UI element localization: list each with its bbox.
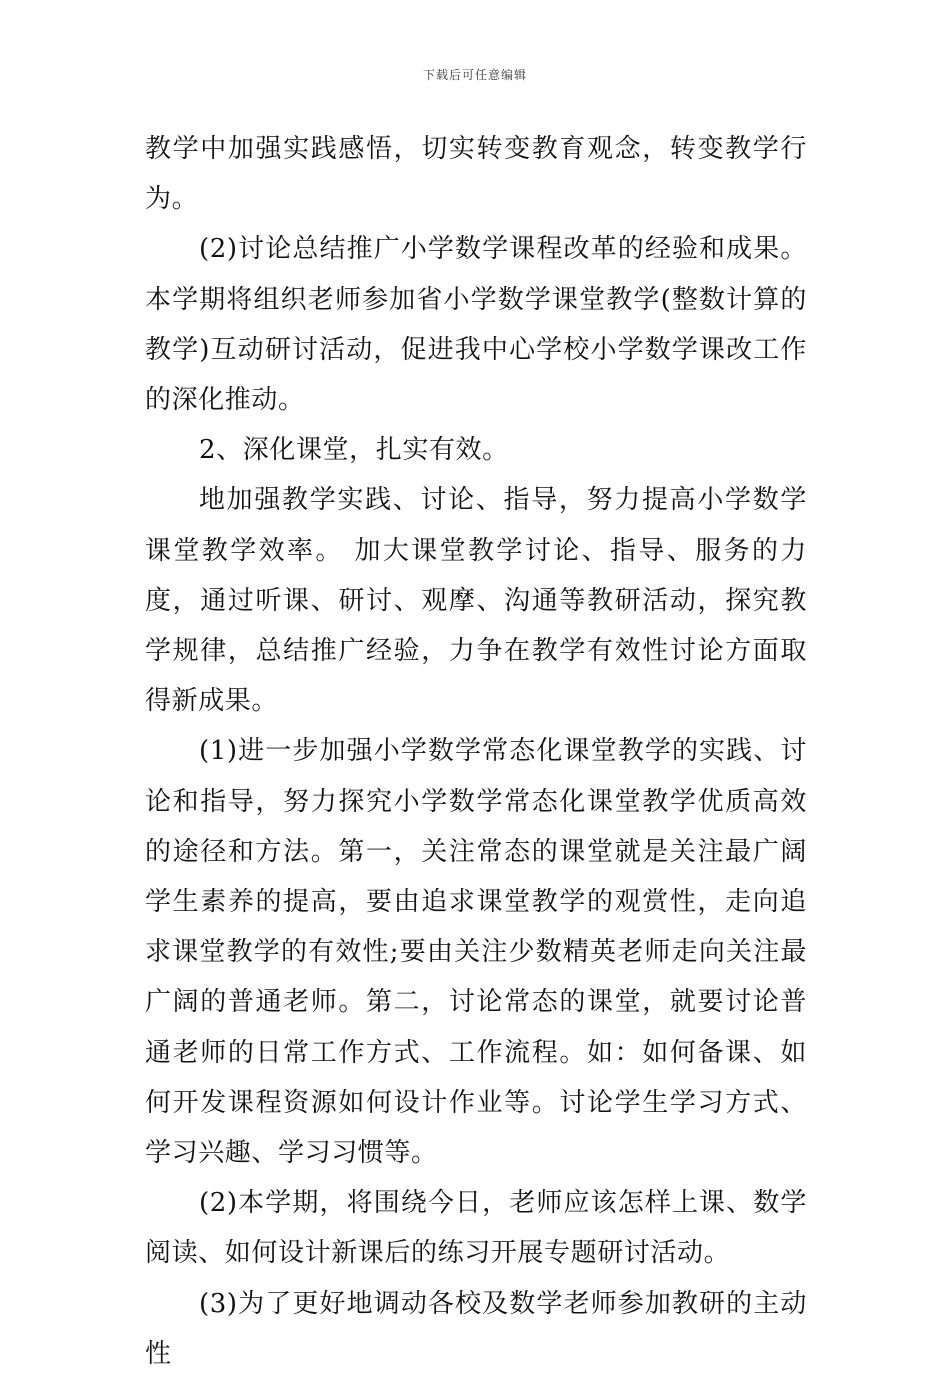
- paragraph: (1)进一步加强小学数学常态化课堂教学的实践、讨论和指导，努力探究小学数学常态化课堂教学优质高效的途径和方法。第一，关注常态的课堂就是关注最广阔学生素养的提高，要由追求课堂教学的观赏性，走向追求课堂教学的有效性;要由关注少数精英老师走向关注最广阔的普通老师。第二，讨论常态的课堂，就要讨论普通老师的日常工作方式、工作流程。如：如何备课、如何开发课程资源如何设计作业等。讨论学生学习方式、学习兴趣、学习习惯等。: [145, 736, 807, 1169]
- paragraph: (3)为了更好地调动各校及数学老师参加教研的主动性: [145, 1288, 807, 1369]
- paragraph: (2)讨论总结推广小学数学课程改革的经验和成果。本学期将组织老师参加省小学数学课堂教学(整数计算的教学)互动研讨活动，促进我中心学校小学数学课改工作的深化推动。: [145, 234, 807, 416]
- paragraph: 地加强教学实践、讨论、指导，努力提高小学数学课堂教学效率。 加大课堂教学讨论、指导、服务的力度，通过听课、研讨、观摩、沟通等教研活动，探究教学规律，总结推广经验，力争在教学有效性讨论方面取得新成果。: [145, 485, 807, 717]
- paragraph: 教学中加强实践感悟，切实转变教育观念，转变教学行为。: [145, 134, 807, 215]
- document-body: [145, 124, 807, 1379]
- paragraph: 2、深化课堂，扎实有效。: [199, 435, 509, 466]
- page-header: 下载后可任意编辑: [422, 68, 527, 82]
- paragraph: (2)本学期，将围绕今日，老师应该怎样上课、数学阅读、如何设计新课后的练习开展专题研讨活动。: [145, 1188, 807, 1269]
